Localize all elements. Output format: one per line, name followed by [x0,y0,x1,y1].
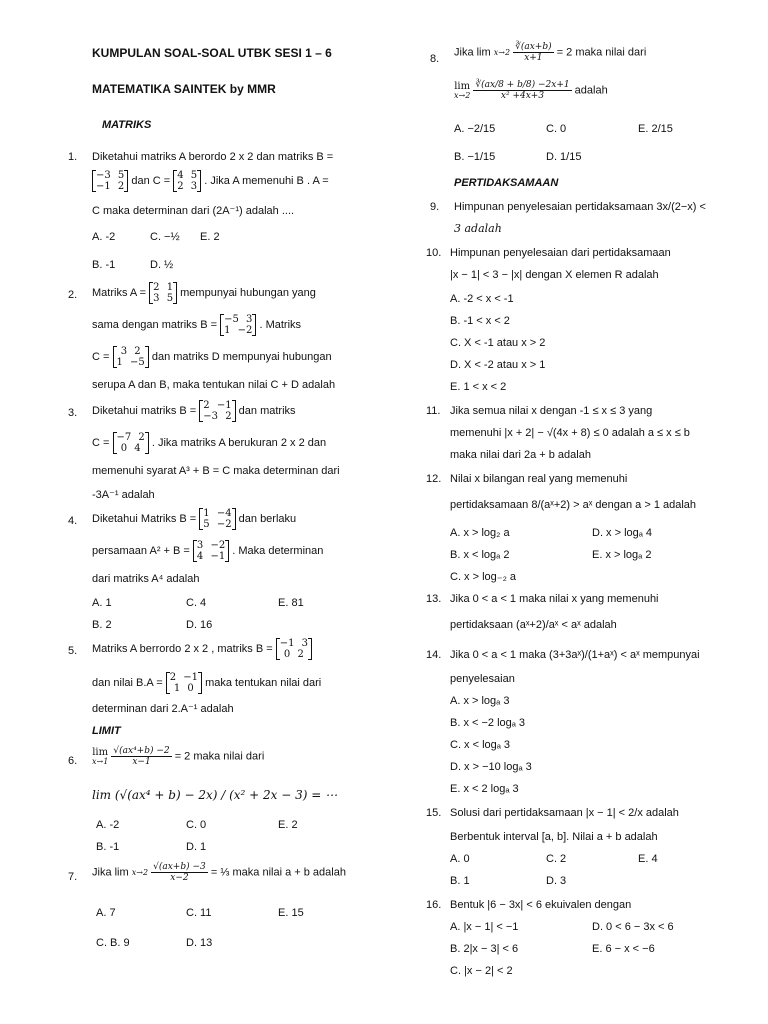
question-text-line [92,672,321,694]
option-a: A. -2 [92,231,116,243]
question-text-line [92,508,296,530]
matrix-c: −7 2 0 4 [113,432,149,454]
question-text-line [92,314,301,336]
question-text-line [92,400,296,422]
question-text-line [92,282,316,304]
option-c: C. −½ [150,231,180,243]
question-text: = 2 maka nilai dari [174,750,265,763]
option-e: E. x < 2 logₐ 3 [450,783,519,795]
option-d: D. 1 [186,841,207,853]
question-text: Himpunan penyelesaian dari pertidaksamaan [450,247,671,259]
section-heading-pertidaksamaan: PERTIDAKSAMAAN [454,177,559,189]
option-c: C. 2 [546,853,567,865]
question-text-line [92,170,329,192]
option-b: B. -1 [96,841,120,853]
option-b: B. 2|x − 3| < 6 [450,943,519,955]
question-number: 10. [426,247,442,259]
option-b: B. x < −2 logₐ 3 [450,717,526,729]
question-text: Jika 0 < a < 1 maka (3+3aˣ)/(1+aˣ) < aˣ mempunyai [450,649,700,661]
option-a: A. |x − 1| < −1 [450,921,519,933]
matrix-c: 3 2 1 −5 [113,346,149,368]
limit-subscript: x→2 [131,868,149,877]
option-b: C. B. 9 [96,937,130,949]
option-b: B. 1 [450,875,470,887]
question-text: Matriks A berrordo 2 x 2 , matriks B = [92,642,273,655]
fraction: $\frac{∛(ax+b)}{x+1}$ [515,42,552,63]
option-e: E. 2 [200,231,220,243]
question-text: |x − 1| < 3 − |x| dengan X elemen R adalah [450,269,659,281]
question-text: Jika lim [92,866,129,879]
question-text: C maka determinan dari (2A⁻¹) adalah .... [92,205,295,217]
question-text-line [92,432,326,454]
question-text: pertidaksaan (aˣ+2)/aˣ < aˣ adalah [450,619,617,631]
option-e: E. 1 < x < 2 [450,381,507,393]
option-d: D. 3 [546,875,567,887]
option-a: A. -2 < x < -1 [450,293,514,305]
question-text: . Jika matriks A berukuran 2 x 2 dan [151,436,327,449]
question-text-line [454,80,608,101]
section-heading-limit: LIMIT [92,725,121,737]
question-number: 14. [426,649,442,661]
question-text: pertidaksamaan 8/(aˣ+2) > aˣ dengan a > 1 adalah [450,499,697,511]
matrix-ba: 2 −1 1 0 [166,672,202,694]
question-number: 5. [68,645,78,657]
option-e: E. 81 [278,597,304,609]
question-text: . Matriks [259,318,302,331]
option-e: E. 6 − x < −6 [592,943,655,955]
question-text: . Jika A memenuhi B . A = [204,174,329,187]
option-d: D. 13 [186,937,213,949]
question-number: 1. [68,151,78,163]
matrix-c: 3 −2 4 −1 [193,540,229,562]
question-text: Berbentuk interval [a, b]. Nilai a + b adalah [450,831,658,843]
matrix-b: −3 5 −1 2 [92,170,128,192]
question-number: 11. [426,405,441,417]
question-text: maka nilai dari 2a + b adalah [450,449,591,461]
question-text: dan matriks [238,404,296,417]
fraction: $\frac{∛(ax/8 + b/8) -2x+1}{\text{x² +4x+3}}$ [475,80,570,101]
question-text: penyelesaian [450,673,515,685]
question-number: 15. [426,807,442,819]
option-a: A. x > log₂ a [450,527,510,539]
question-text: dan nilai B.A = [92,676,163,689]
question-text: C = [92,350,110,363]
matrix-b: −1 3 0 2 [276,638,312,660]
option-c: C. 0 [186,819,207,831]
question-text: 3 adalah [454,222,502,235]
question-text: C = [92,436,110,449]
limit-symbol: lim x→1 [92,746,109,766]
document-title: KUMPULAN SOAL-SOAL UTBK SESI 1 – 6 [92,46,332,60]
option-c: C. x > log₋₂ a [450,571,517,583]
option-d: D. X < -2 atau x > 1 [450,359,546,371]
option-a: A. 0 [450,853,470,865]
option-a: A. −2/15 [454,123,496,135]
question-text: Nilai x bilangan real yang memenuhi [450,473,628,485]
section-heading-matriks: MATRIKS [102,119,152,131]
question-text: = 2 maka nilai dari [556,46,647,59]
question-text: Solusi dari pertidaksamaan |x − 1| < 2/x adalah [450,807,679,819]
question-number: 6. [68,755,78,767]
question-number: 12. [426,473,442,485]
option-b: B. -1 [92,259,116,271]
question-text-line [92,540,323,562]
question-text: determinan dari 2.A⁻¹ adalah [92,703,234,715]
option-e: E. x > logₐ 2 [592,549,652,561]
question-text: memenuhi syarat A³ + B = C maka determinan dari [92,465,340,477]
question-number: 4. [68,515,78,527]
question-text: persamaan A² + B = [92,544,190,557]
question-number: 16. [426,899,442,911]
option-c: C. |x − 2| < 2 [450,965,513,977]
question-text: Matriks A = [92,286,147,299]
question-text: Diketahui Matriks B = [92,512,197,525]
question-text: Jika semua nilai x dengan -1 ≤ x ≤ 3 yang [450,405,653,417]
option-b: B. 2 [92,619,112,631]
option-c: C. x < logₐ 3 [450,739,511,751]
question-text-line [92,862,346,883]
question-text: adalah [574,84,608,97]
limit-expression: lim (√(ax⁴ + b) − 2x) / (x² + 2x − 3) = ⋯ [92,788,338,802]
option-c: C. 0 [546,123,567,135]
matrix-a: 2 1 3 5 [149,282,177,304]
question-text: dan matriks D mempunyai hubungan [151,350,332,363]
question-text: -3A⁻¹ adalah [92,489,155,501]
option-d: D. ½ [150,259,174,271]
option-e: E. 15 [278,907,304,919]
option-e: E. 4 [638,853,658,865]
option-a: A. x > logₐ 3 [450,695,510,707]
question-text: memenuhi |x + 2| − √(4x + 8) ≤ 0 adalah a ≤ x ≤ b [450,427,690,439]
option-d: D. 1/15 [546,151,582,163]
option-a: A. 1 [92,597,112,609]
matrix-b: 2 −1 −3 2 [199,400,235,422]
option-e: E. 2 [278,819,298,831]
question-text-line [92,346,332,368]
question-text: . Maka determinan [232,544,324,557]
question-text: sama dengan matriks B = [92,318,218,331]
document-subtitle: MATEMATIKA SAINTEK by MMR [92,82,276,96]
option-c: C. 11 [186,907,212,919]
option-c: C. 4 [186,597,207,609]
question-text: maka tentukan nilai dari [205,676,322,689]
question-text: Jika lim [454,46,491,59]
option-b: B. −1/15 [454,151,496,163]
matrix-b: 1 −4 5 −2 [199,508,235,530]
question-number: 13. [426,593,442,605]
option-a: A. -2 [96,819,120,831]
question-number: 9. [430,201,440,213]
question-number: 7. [68,871,78,883]
question-text: Himpunan penyelesaian pertidaksamaan 3x/(2−x) < [454,201,706,213]
question-text: Bentuk |6 − 3x| < 6 ekuivalen dengan [450,899,632,911]
question-text: = ⅓ maka nilai a + b adalah [210,866,346,879]
limit-symbol: lim x→2 [454,80,471,100]
question-text-line [92,746,264,767]
option-b: B. -1 < x < 2 [450,315,510,327]
question-text-line [92,638,312,660]
option-e: E. 2/15 [638,123,673,135]
question-text: Diketahui matriks B = [92,404,197,417]
option-d: D. 16 [186,619,213,631]
question-text: mempunyai hubungan yang [180,286,316,299]
option-d: D. 0 < 6 − 3x < 6 [592,921,674,933]
option-d: D. x > logₐ 4 [592,527,653,539]
question-number: 8. [430,53,440,65]
question-text: dari matriks A⁴ adalah [92,573,200,585]
option-d: D. x > −10 logₐ 3 [450,761,532,773]
question-text: dan berlaku [238,512,297,525]
fraction: $\frac{\text{√(ax⁴+b) −2}}{x-1}$ [113,746,170,767]
limit-subscript: x→2 [493,48,511,57]
fraction: $\frac{√(ax+b) -3}{x-2}$ [153,862,206,883]
question-number: 2. [68,289,78,301]
question-text: Jika 0 < a < 1 maka nilai x yang memenuhi [450,593,659,605]
option-b: B. x < logₐ 2 [450,549,510,561]
question-text: Diketahui matriks A berordo 2 x 2 dan matriks B = [92,151,334,163]
option-a: A. 7 [96,907,116,919]
option-c: C. X < -1 atau x > 2 [450,337,546,349]
question-text: serupa A dan B, maka tentukan nilai C + D adalah [92,379,336,391]
matrix-b: −5 3 1 −2 [220,314,256,336]
question-number: 3. [68,407,78,419]
question-text: dan C = [131,174,171,187]
question-text-line [454,42,646,63]
matrix-c: 4 5 2 3 [173,170,201,192]
